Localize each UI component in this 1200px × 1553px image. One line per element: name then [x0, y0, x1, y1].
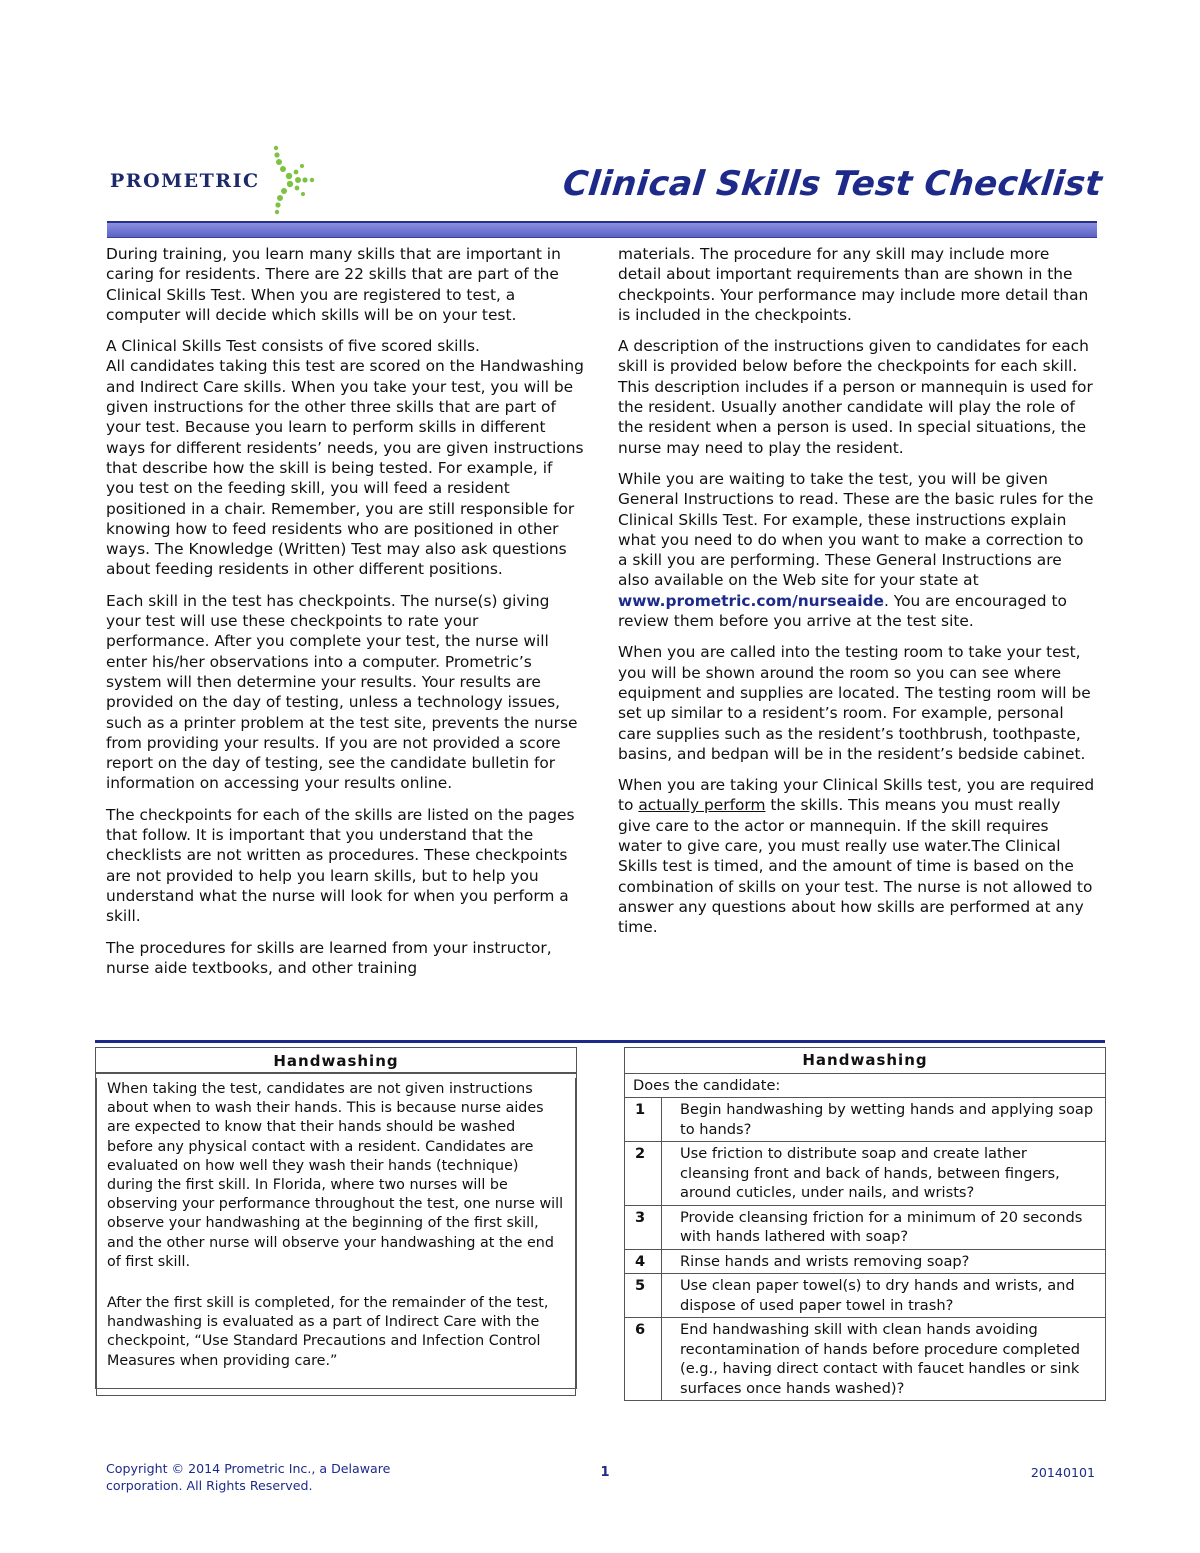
checkpoint-text: End handwashing skill with clean hands avoiding recontamination of hands before procedure completed (e.g., having direct contact with faucet handles or sink surfaces once hands washed)?: [662, 1318, 1106, 1401]
handwashing-checklist-table: [624, 1047, 1106, 1401]
intro-text: When you are taking your Clinical Skills test, you are required to: [618, 776, 1095, 815]
intro-paragraph: [618, 469, 1096, 631]
intro-text: While you are waiting to take the test, you will be given General Instructions to read. These are the basic rules for the Clinical Skills Test. For example, these instructions explain what you need to do when you want to make a correction to a skill you are performing. These General Instructions are also available on the Web site for your state at: [618, 469, 1094, 590]
checkpoint-number: 4: [625, 1249, 662, 1274]
intro-sentence: A Clinical Skills Test consists of five scored skills.: [106, 337, 480, 356]
checklist-row: [625, 1142, 1106, 1206]
checklist-row: [625, 1318, 1106, 1401]
instructions-paragraph: After the first skill is completed, for the remainder of the test, handwashing is evaluated as a part of Indirect Care with the checkpoint, “Use Standard Precautions and Infection Control Measures when providing care.”: [107, 1295, 549, 1369]
checklist-question-row: [625, 1073, 1106, 1098]
intro-paragraph: The procedures for skills are learned from your instructor, nurse aide textbooks, and other training: [106, 938, 552, 977]
intro-paragraph: When you are called into the testing room to take your test, you will be shown around the room so you can see where equipment and supplies are located. The testing room will be set up similar to a resident’s room. For example, personal care supplies such as the resident’s toothbrush, toothpaste, basins, and bedpan will be in the resident’s bedside cabinet.: [618, 643, 1091, 763]
intro-paragraph: A description of the instructions given to candidates for each skill is provided below before the checkpoints for each skill. This description includes if a person or mannequin is used for the resident. Usually another candidate will play the role of the resident when a person is used. In special situations, the nurse may need to play the resident.: [618, 337, 1093, 457]
checkpoint-text: Rinse hands and wrists removing soap?: [662, 1249, 1106, 1274]
page-number: 1: [600, 1465, 610, 1480]
intro-left-column: [106, 244, 584, 989]
checklist-question: Does the candidate:: [625, 1073, 1106, 1098]
checkpoint-number: 6: [625, 1318, 662, 1401]
prometric-logo: [110, 142, 320, 222]
copyright-notice: Copyright © 2014 Prometric Inc., a Delaware corporation. All Rights Reserved.: [106, 1461, 391, 1493]
instructions-box-body: [96, 1078, 576, 1396]
intro-paragraph: [106, 336, 584, 580]
emphasis-text: actually perform: [638, 796, 766, 815]
checkpoint-number: 5: [625, 1274, 662, 1318]
checklist-row: [625, 1205, 1106, 1249]
page-title: Clinical Skills Test Checklist: [561, 164, 1105, 204]
checklist-row: [625, 1274, 1106, 1318]
checkpoint-text: Begin handwashing by wetting hands and applying soap to hands?: [662, 1098, 1106, 1142]
checklist-header-row: [625, 1048, 1106, 1074]
intro-paragraph: The checkpoints for each of the skills are listed on the pages that follow. It is important that you understand that the checklists are not written as procedures. These checkpoints are not provided to help you learn skills, but to help you understand what the nurse will look for when you perform a skill.: [106, 805, 575, 926]
intro-paragraph: Each skill in the test has checkpoints. The nurse(s) giving your test will use these checkpoints to rate your performance. After you complete your test, the nurse will enter his/her observations into a computer. Prometric’s system will then determine your results. Your results are provided on the day of testing, unless a technology issues, such as a printer problem at the test site, prevents the nurse from providing your results. If you are not provided a score report on the day of testing, see the candidate bulletin for information on accessing your results online.: [106, 591, 578, 793]
intro-right-column: [618, 244, 1096, 949]
checklist-row: [625, 1098, 1106, 1142]
intro-paragraph: materials. The procedure for any skill may include more detail about important requirements than are shown in the checkpoints. Your performance may include more detail than is included in the checkpoints.: [618, 245, 1089, 324]
prometric-nurseaide-link[interactable]: www.prometric.com/nurseaide: [618, 591, 884, 610]
intro-text: the skills. This means you must really give care to the actor or mannequin. If the skill requires water to give care, you must really use water.The Clinical Skills test is timed, and the amount of time is based on the combination of skills on your test. The nurse is not allowed to answer any questions about how skills are performed at any time.: [618, 796, 1093, 937]
logo-text: PROMETRIC: [110, 170, 260, 192]
intro-paragraph: [618, 775, 1096, 937]
document-code: 20140101: [1030, 1465, 1095, 1480]
checklist-header: Handwashing: [625, 1048, 1106, 1074]
intro-text: . You are encouraged to review them before you arrive at the test site.: [618, 591, 1067, 631]
checkpoint-text: Provide cleansing friction for a minimum of 20 seconds with hands lathered with soap?: [662, 1205, 1106, 1249]
intro-paragraph: During training, you learn many skills that are important in caring for residents. There are 22 skills that are part of the Clinical Skills Test. When you are registered to test, a computer will decide which skills will be on your test.: [106, 245, 561, 324]
handwashing-instructions-box: [95, 1047, 577, 1389]
checkpoint-number: 3: [625, 1205, 662, 1249]
instructions-box-header: Handwashing: [96, 1048, 576, 1074]
prometric-logo-starburst-icon: [262, 142, 318, 218]
checkpoint-text: Use clean paper towel(s) to dry hands and wrists, and dispose of used paper towel in trash?: [662, 1274, 1106, 1318]
checkpoint-text: Use friction to distribute soap and create lather cleansing front and back of hands, between fingers, around cuticles, under nails, and wrists?: [662, 1142, 1106, 1206]
title-divider-bar: [107, 221, 1097, 238]
checklist-row: [625, 1249, 1106, 1274]
instructions-paragraph: When taking the test, candidates are not given instructions about when to wash their hands. This is because nurse aides are expected to know that their hands should be washed before any physical contact with a resident. Candidates are evaluated on how well they wash their hands (technique) during the first skill. In Florida, where two nurses will be observing your performance throughout the test, one nurse will observe your handwashing at the beginning of the first skill, and the other nurse will observe your handwashing at the end of first skill.: [107, 1081, 564, 1270]
checkpoint-number: 1: [625, 1098, 662, 1142]
intro-sentence: All candidates taking this test are scored on the Handwashing and Indirect Care skills. When you take your test, you will be given instructions for the other three skills that are part of your test. Because you learn to perform skills in different ways for different residents’ needs, you are given instructions that describe how the skill is being tested. For example, if you test on the feeding skill, you will feed a resident positioned in a chair. Remember, you are still responsible for knowing how to feed residents who are positioned in other ways. The Knowledge (Written) Test may also ask questions about feeding residents in other different positions.: [106, 357, 584, 579]
checkpoint-number: 2: [625, 1142, 662, 1206]
section-divider: [95, 1040, 1105, 1043]
